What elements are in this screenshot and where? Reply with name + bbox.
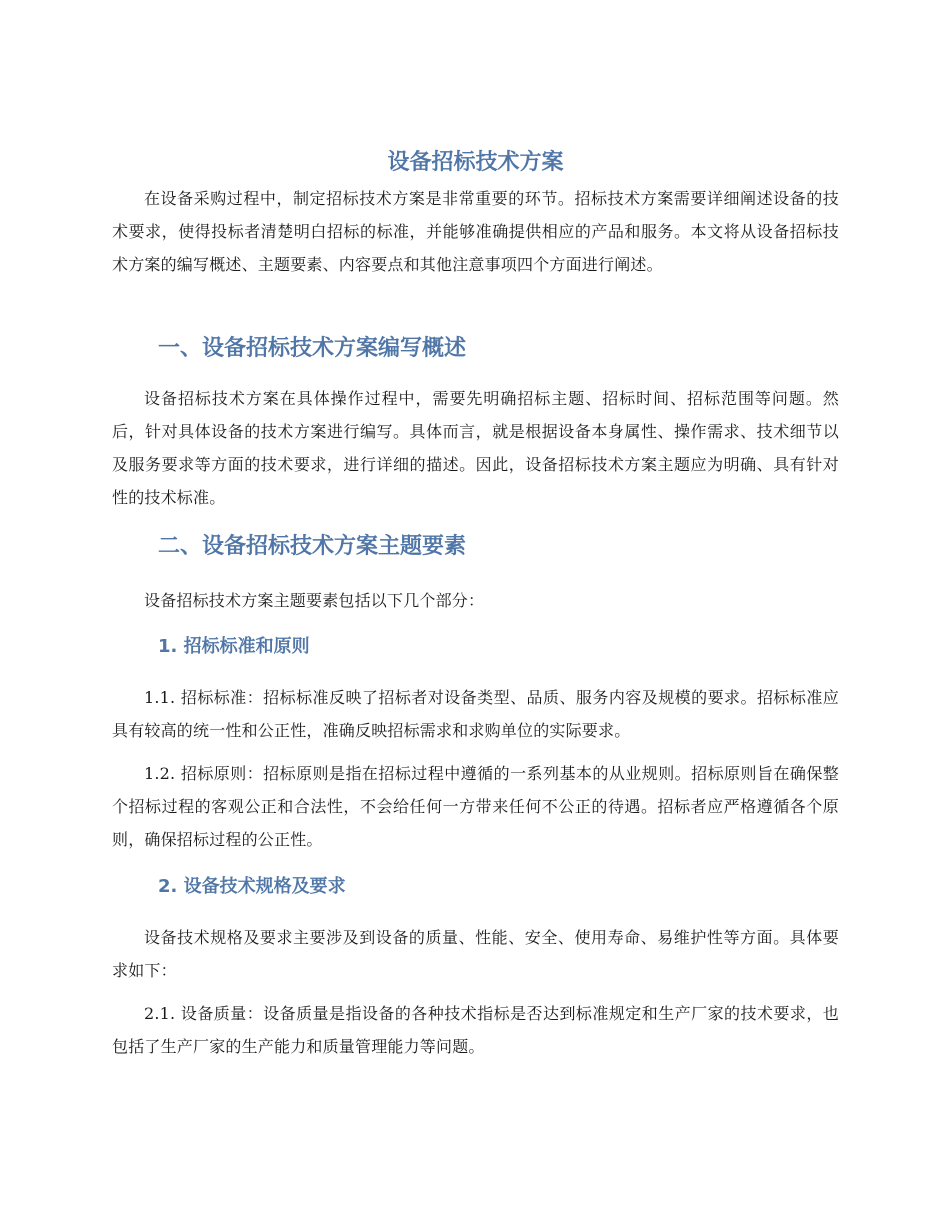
subsection-2-heading: 2. 设备技术规格及要求 <box>158 876 346 897</box>
item-1-2-paragraph: 1.2. 招标原则：招标原则是指在招标过程中遵循的一系列基本的从业规则。招标原则旨在确保整个招标过程的客观公正和合法性，不会给任何一方带来任何不公正的待遇。招标者应严格遵循各个原则，确保招标过程的公正性。 <box>112 764 839 849</box>
section-1-paragraph: 设备招标技术方案在具体操作过程中，需要先明确招标主题、招标时间、招标范围等问题。然后，针对具体设备的技术方案进行编写。具体而言，就是根据设备本身属性、操作需求、技术细节以及服务要求等方面的技术要求，进行详细的描述。因此，设备招标技术方案主题应为明确、具有针对性的技术标准。 <box>112 389 839 507</box>
item-1-1-paragraph: 1.1. 招标标准：招标标准反映了招标者对设备类型、品质、服务内容及规模的要求。招标标准应具有较高的统一性和公正性，准确反映招标需求和求购单位的实际要求。 <box>112 688 839 740</box>
subsection-1-heading: 1. 招标标准和原则 <box>158 636 310 657</box>
intro-paragraph: 在设备采购过程中，制定招标技术方案是非常重要的环节。招标技术方案需要详细阐述设备的技术要求，使得投标者清楚明白招标的标准，并能够准确提供相应的产品和服务。本文将从设备招标技术方案的编写概述、主题要素、内容要点和其他注意事项四个方面进行阐述。 <box>112 189 839 274</box>
section-1-heading: 一、设备招标技术方案编写概述 <box>158 336 467 361</box>
subsection-2-paragraph: 设备技术规格及要求主要涉及到设备的质量、性能、安全、使用寿命、易维护性等方面。具体要求如下： <box>112 928 839 980</box>
section-2-paragraph: 设备招标技术方案主题要素包括以下几个部分： <box>144 591 485 610</box>
document-title: 设备招标技术方案 <box>387 150 564 175</box>
section-2-heading: 二、设备招标技术方案主题要素 <box>158 534 467 559</box>
item-2-1-paragraph: 2.1. 设备质量：设备质量是指设备的各种技术指标是否达到标准规定和生产厂家的技术要求，也包括了生产厂家的生产能力和质量管理能力等问题。 <box>112 1004 839 1056</box>
